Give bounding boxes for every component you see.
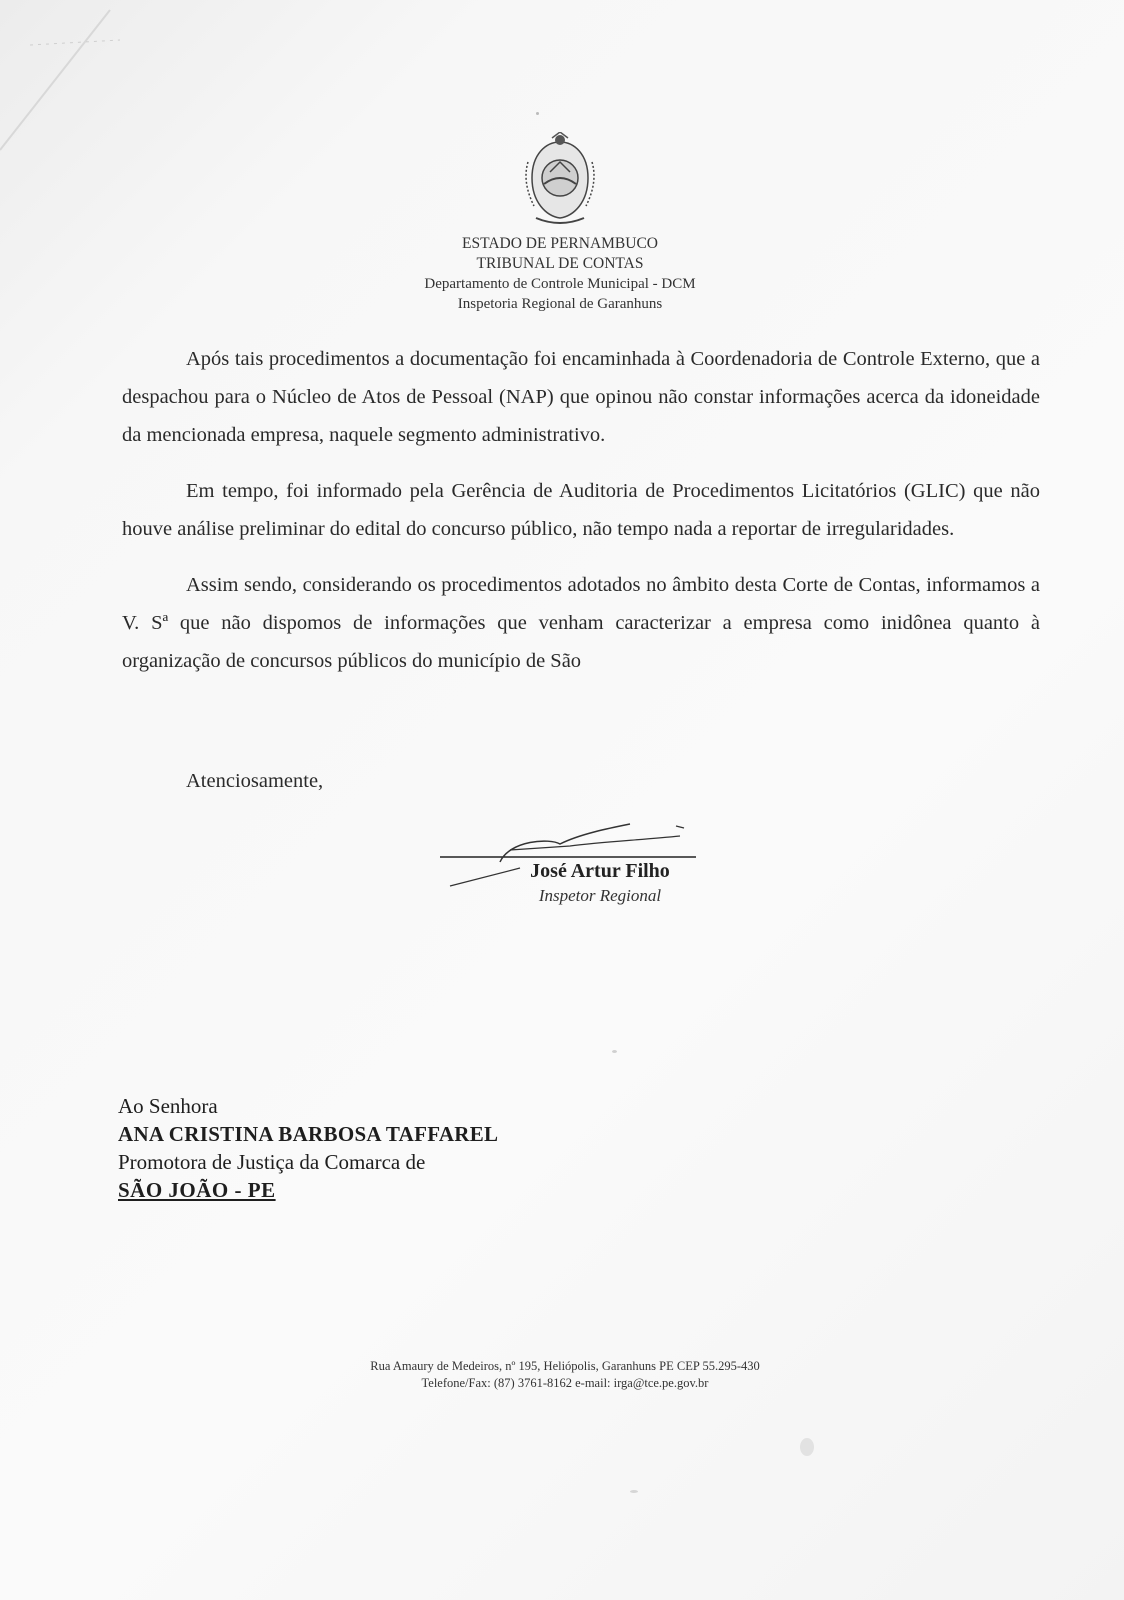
court-name: TRIBUNAL DE CONTAS	[476, 255, 644, 272]
department-name: Departamento de Controle Municipal - DCM	[424, 276, 696, 292]
recipient-title: Promotora de Justiça da Comarca de	[118, 1150, 426, 1174]
paragraph-1: Após tais procedimentos a documentação foi encaminhada à Coordenadoria de Controle Externo, que a despachou para o Núcleo de Atos de Pessoal (NAP) que opinou não constar informações acerca da idoneidade da mencionada empresa, naquele segmento administrativo.	[122, 348, 1040, 446]
paragraph-2: Em tempo, foi informado pela Gerência de Auditoria de Procedimentos Licitatórios (GLIC) que não houve análise preliminar do edital do concurso público, não tempo nada a reportar de irregularidades.	[122, 480, 1040, 540]
letterhead	[380, 132, 740, 314]
signer-name: José Artur Filho	[530, 860, 670, 882]
paragraph-3: Assim sendo, considerando os procedimentos adotados no âmbito desta Corte de Contas, informamos a V. Sª que não dispomos de informações que venham caracterizar a empresa como inidônea quanto à organização de concursos públicos do município de São	[122, 574, 1040, 672]
recipient-name: ANA CRISTINA BARBOSA TAFFAREL	[118, 1122, 499, 1146]
recipient-block	[118, 1092, 498, 1204]
scan-speck	[612, 1050, 617, 1053]
scan-speck	[800, 1438, 814, 1456]
scan-speck	[536, 112, 539, 115]
footer-contact: Telefone/Fax: (87) 3761-8162 e-mail: irga@tce.pe.gov.br	[421, 1376, 709, 1390]
state-name: ESTADO DE PERNAMBUCO	[462, 235, 658, 252]
footer-address: Rua Amaury de Medeiros, nº 195, Heliópolis, Garanhuns PE CEP 55.295-430	[370, 1359, 760, 1373]
recipient-city: SÃO JOÃO - PE	[118, 1178, 276, 1202]
signature-block	[440, 820, 710, 920]
signer-role: Inspetor Regional	[538, 886, 662, 905]
paper-crease	[0, 0, 140, 160]
recipient-salutation: Ao Senhora	[118, 1094, 218, 1118]
coat-of-arms-icon	[514, 132, 606, 230]
letter-body	[122, 340, 1040, 698]
letter-footer	[280, 1358, 850, 1392]
closing-salutation: Atenciosamente,	[186, 770, 324, 792]
scan-speck	[630, 1490, 638, 1493]
inspectorate-name: Inspetoria Regional de Garanhuns	[457, 296, 663, 312]
